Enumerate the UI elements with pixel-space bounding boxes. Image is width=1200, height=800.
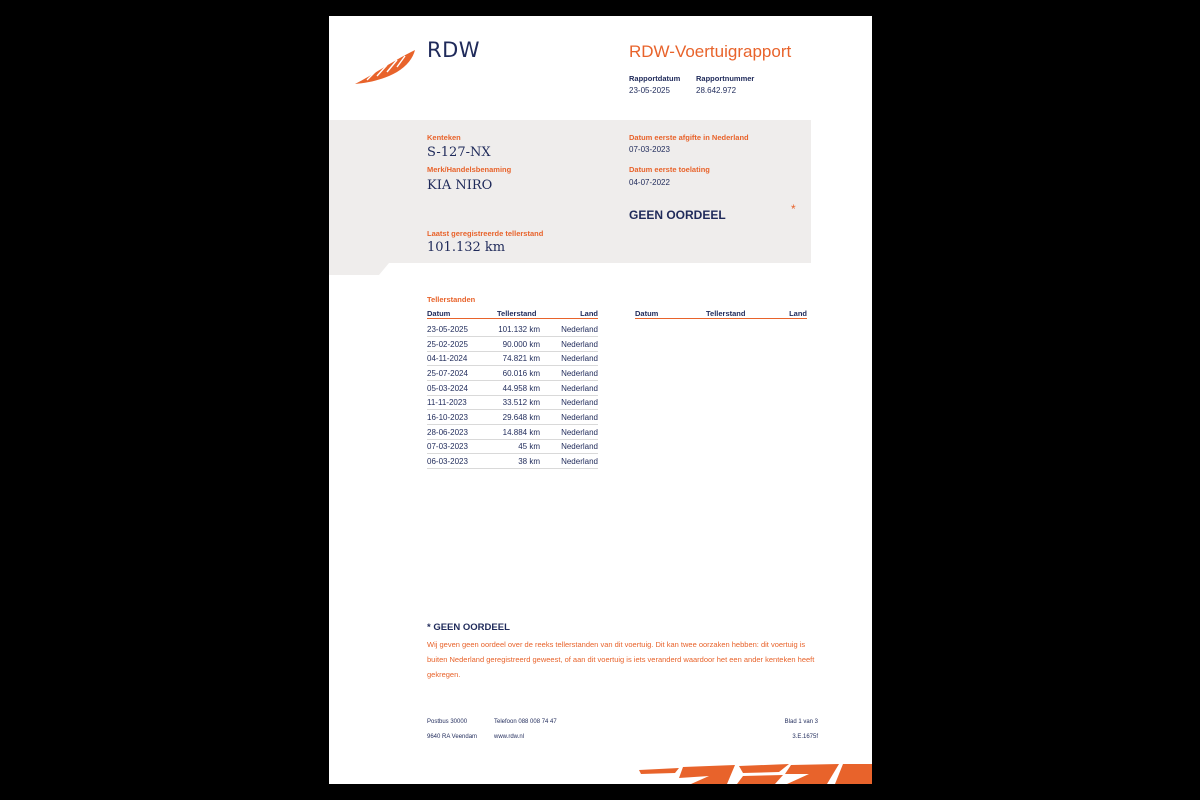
footnote-text: Wij geven geen oordeel over de reeks tellerstanden van dit voertuig. Dit kan twee oorzaken hebben: dit voertuig is buiten Nederland geregistreerd geweest, of aan dit voertuig is iets veranderd waardoor het een ander kenteken heeft gekregen. <box>427 640 815 679</box>
row-country: Nederland <box>561 413 598 422</box>
row-country: Nederland <box>561 457 598 466</box>
row-date: 28-06-2023 <box>427 428 468 437</box>
row-reading: 101.132 km <box>498 325 540 334</box>
row-date: 05-03-2024 <box>427 384 468 393</box>
footer-website: www.rdw.nl <box>494 734 525 740</box>
odometer-label: Laatst geregistreerde tellerstand <box>427 229 544 238</box>
verdict-text: GEEN OORDEEL <box>629 208 726 222</box>
table-row <box>427 381 598 396</box>
footer-document-code: 3.E.1675f <box>792 734 818 740</box>
footer-phone: Telefoon 088 008 74 47 <box>494 719 557 725</box>
report-title: RDW-Voertuigrapport <box>629 42 792 61</box>
first-issue-nl-label: Datum eerste afgifte in Nederland <box>629 133 749 142</box>
rdw-feather-logo-icon <box>353 48 417 86</box>
row-country: Nederland <box>561 384 598 393</box>
col-date-header: Datum <box>635 309 659 318</box>
row-reading: 60.016 km <box>502 369 540 378</box>
row-date: 04-11-2024 <box>427 354 468 363</box>
row-reading: 38 km <box>518 457 540 466</box>
summary-notch-shape <box>329 263 389 275</box>
first-admission-label: Datum eerste toelating <box>629 165 710 174</box>
table-row <box>427 425 598 440</box>
row-date: 11-11-2023 <box>427 398 467 407</box>
table-row <box>427 439 598 454</box>
row-reading: 29.648 km <box>502 413 540 422</box>
make-value: KIA NIRO <box>427 178 493 193</box>
table-row <box>427 337 598 352</box>
table-row <box>427 351 598 366</box>
row-reading: 74.821 km <box>502 354 540 363</box>
table-header-right <box>635 309 807 319</box>
table-header-left <box>427 309 598 319</box>
footer-address-line2: 9640 RA Veendam <box>427 734 478 740</box>
table-row <box>427 395 598 410</box>
footer-speed-stripes-graphic <box>639 764 872 784</box>
first-admission-value: 04-07-2022 <box>629 178 670 187</box>
row-reading: 33.512 km <box>502 398 540 407</box>
verdict-marker: * <box>791 202 796 216</box>
row-country: Nederland <box>561 369 598 378</box>
report-date-label: Rapportdatum <box>629 74 681 83</box>
plate-value: S-127-NX <box>427 145 491 160</box>
col-reading-header: Tellerstand <box>706 309 746 318</box>
report-number-label: Rapportnummer <box>696 74 755 83</box>
row-country: Nederland <box>561 428 598 437</box>
col-date-header: Datum <box>427 309 451 318</box>
row-date: 25-07-2024 <box>427 369 468 378</box>
row-country: Nederland <box>561 325 598 334</box>
table-row <box>427 366 598 381</box>
report-number: 28.642.972 <box>696 86 737 95</box>
row-reading: 44.958 km <box>502 384 540 393</box>
odometer-value: 101.132 km <box>427 240 506 255</box>
footer-address-line1: Postbus 30000 <box>427 719 468 725</box>
row-country: Nederland <box>561 354 598 363</box>
make-label: Merk/Handelsbenaming <box>427 165 512 174</box>
row-date: 06-03-2023 <box>427 457 468 466</box>
row-date: 23-05-2025 <box>427 325 468 334</box>
first-issue-nl-value: 07-03-2023 <box>629 145 670 154</box>
odometer-table-title: Tellerstanden <box>427 295 476 304</box>
row-date: 25-02-2025 <box>427 340 468 349</box>
row-date: 07-03-2023 <box>427 442 468 451</box>
table-row <box>427 410 598 425</box>
footnote-title: * GEEN OORDEEL <box>427 622 510 633</box>
col-reading-header: Tellerstand <box>497 309 537 318</box>
logo-text: RDW <box>427 38 481 62</box>
row-country: Nederland <box>561 442 598 451</box>
footer-page-number: Blad 1 van 3 <box>784 719 818 725</box>
row-country: Nederland <box>561 398 598 407</box>
row-date: 16-10-2023 <box>427 413 468 422</box>
col-country-header: Land <box>580 309 598 318</box>
plate-label: Kenteken <box>427 133 461 142</box>
row-reading: 90.000 km <box>502 340 540 349</box>
report-page <box>329 16 872 784</box>
table-row <box>427 454 598 469</box>
table-row <box>427 322 598 337</box>
row-country: Nederland <box>561 340 598 349</box>
col-country-header: Land <box>789 309 807 318</box>
row-reading: 14.884 km <box>502 428 540 437</box>
report-date: 23-05-2025 <box>629 86 670 95</box>
row-reading: 45 km <box>518 442 540 451</box>
